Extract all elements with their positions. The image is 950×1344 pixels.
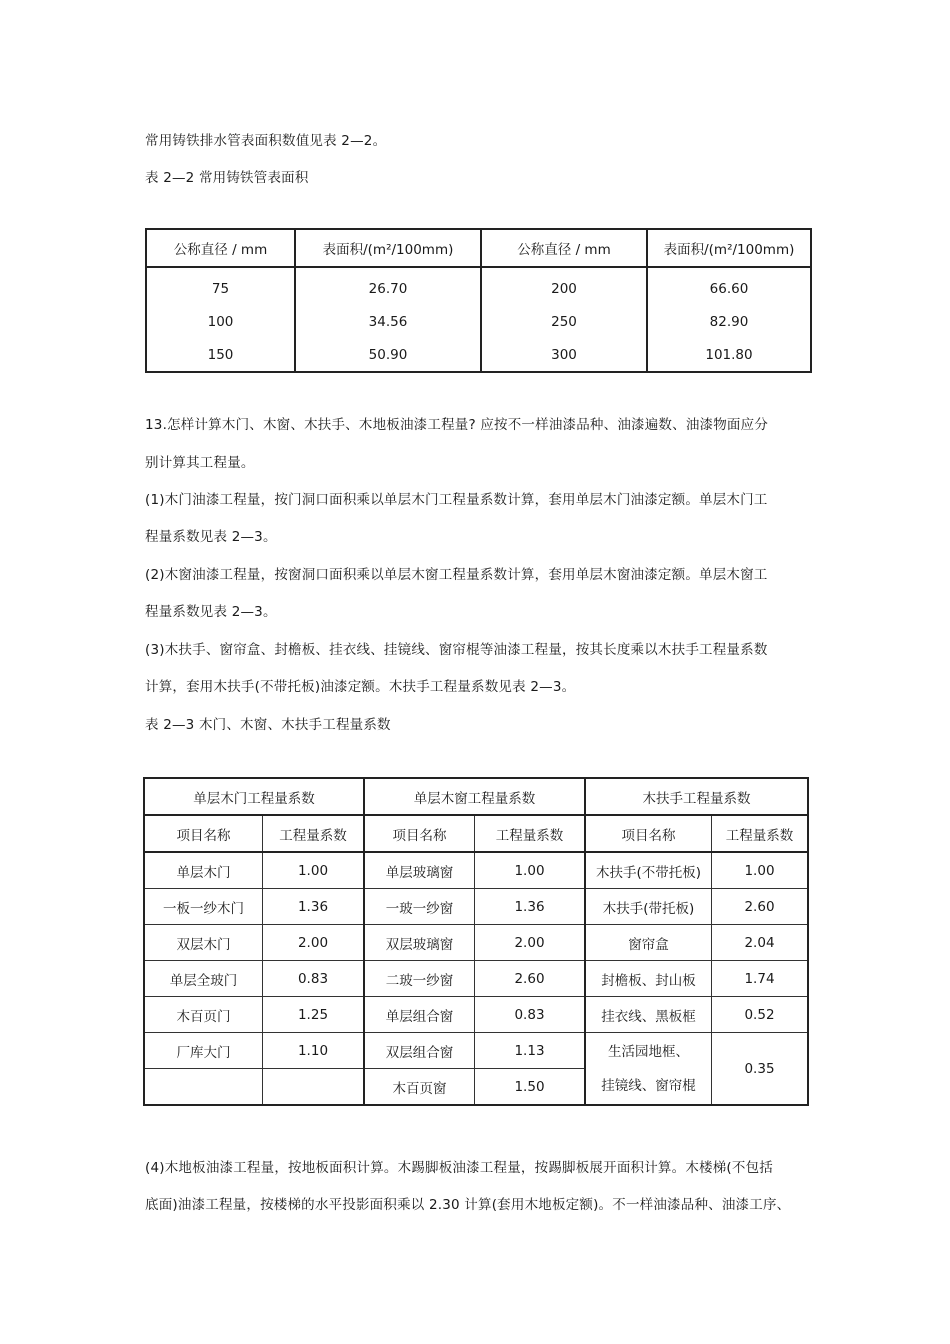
table-cell: 木扶手(不带托板) (585, 852, 712, 889)
table-cell (144, 1069, 263, 1106)
subheader-cell: 工程量系数 (263, 815, 365, 852)
table-cell: 1.00 (712, 852, 809, 889)
table-cell: 0.83 (263, 961, 365, 997)
merged-value-cell: 0.35 (712, 1033, 809, 1106)
table-cell: 单层玻璃窗 (364, 852, 475, 889)
table-row (146, 267, 811, 305)
table-row (146, 338, 811, 372)
table-cell: 0.83 (475, 997, 586, 1033)
table-cell: 双层组合窗 (364, 1033, 475, 1069)
table-2-2 (145, 228, 812, 373)
merged-item-line2: 挂镜线、窗帘棍 (601, 1077, 696, 1094)
group-header-cell: 木扶手工程量系数 (585, 778, 808, 815)
group-header-cell: 单层木窗工程量系数 (364, 778, 585, 815)
table-cell: 50.90 (295, 338, 481, 372)
subheader-cell: 工程量系数 (475, 815, 586, 852)
merged-item-cell (585, 1033, 712, 1106)
p2-line2: 程量系数见表 2—3。 (145, 604, 277, 620)
p1-line2: 程量系数见表 2—3。 (145, 529, 277, 545)
table-cell: 100 (207, 313, 234, 330)
table-cell: 2.04 (712, 925, 809, 961)
table-cell: 1.10 (263, 1033, 365, 1069)
table-cell: 1.74 (712, 961, 809, 997)
table-cell: 2.60 (475, 961, 586, 997)
table-row (144, 852, 808, 889)
group-header-cell: 单层木门工程量系数 (144, 778, 364, 815)
table-row (144, 1033, 808, 1069)
subheader-cell: 工程量系数 (712, 815, 809, 852)
table-row (144, 961, 808, 997)
table-cell: 木百页窗 (364, 1069, 475, 1106)
merged-item-line1: 生活园地框、 (608, 1043, 689, 1060)
table-cell: 2.00 (263, 925, 365, 961)
table-cell: 0.52 (712, 997, 809, 1033)
table-cell: 1.00 (263, 852, 365, 889)
table-cell: 一玻一纱窗 (364, 889, 475, 925)
table-header-row (146, 229, 811, 267)
p3-line2: 计算，套用木扶手(不带托板)油漆定额。木扶手工程量系数见表 2—3。 (145, 679, 576, 695)
table-cell: 150 (207, 346, 234, 363)
p3-line1: (3)木扶手、窗帘盒、封檐板、挂衣线、挂镜线、窗帘棍等油漆工程量，按其长度乘以木扶手工程量系数 (145, 642, 768, 658)
subheader-cell: 项目名称 (364, 815, 475, 852)
table-cell: 300 (481, 338, 647, 372)
table-cell: 1.00 (475, 852, 586, 889)
p2-line1: (2)木窗油漆工程量，按窗洞口面积乘以单层木窗工程量系数计算，套用单层木窗油漆定额。单层木窗工 (145, 567, 768, 583)
table23-caption: 表 2—3 木门、木窗、木扶手工程量系数 (145, 717, 391, 733)
table-cell: 82.90 (647, 305, 811, 338)
subheader-cell: 项目名称 (144, 815, 263, 852)
table-row (144, 997, 808, 1033)
table-row (144, 889, 808, 925)
header-cell: 公称直径 / mm (146, 229, 295, 267)
table-cell: 挂衣线、黑板框 (585, 997, 712, 1033)
header-cell: 表面积/(m²/100mm) (295, 229, 481, 267)
header-cell: 表面积/(m²/100mm) (647, 229, 811, 267)
table-cell: 66.60 (647, 267, 811, 305)
table22-caption: 表 2—2 常用铸铁管表面积 (145, 170, 309, 186)
subheader-cell: 项目名称 (585, 815, 712, 852)
table-2-3 (143, 777, 809, 1106)
table-cell: 厂库大门 (144, 1033, 263, 1069)
table-cell: 单层木门 (144, 852, 263, 889)
table-cell: 2.00 (475, 925, 586, 961)
table-cell: 封檐板、封山板 (585, 961, 712, 997)
table-subheader-row (144, 815, 808, 852)
table-cell: 1.13 (475, 1033, 586, 1069)
table-cell: 1.36 (263, 889, 365, 925)
table-cell: 101.80 (647, 338, 811, 372)
table-cell: 2.60 (712, 889, 809, 925)
table-group-header-row (144, 778, 808, 815)
q13-paragraph-line2: 别计算其工程量。 (145, 455, 255, 471)
table-cell: 木百页门 (144, 997, 263, 1033)
table-cell: 窗帘盒 (585, 925, 712, 961)
table-cell: 一板一纱木门 (144, 889, 263, 925)
table-row (144, 925, 808, 961)
p4-line1: (4)木地板油漆工程量，按地板面积计算。木踢脚板油漆工程量，按踢脚板展开面积计算。木楼梯(不包括 (145, 1160, 773, 1176)
p1-line1: (1)木门油漆工程量，按门洞口面积乘以单层木门工程量系数计算，套用单层木门油漆定额。单层木门工 (145, 492, 768, 508)
table-cell: 26.70 (295, 267, 481, 305)
table-cell: 1.36 (475, 889, 586, 925)
table-cell: 双层木门 (144, 925, 263, 961)
table-cell: 1.50 (475, 1069, 586, 1106)
table-cell: 单层全玻门 (144, 961, 263, 997)
p4-line2: 底面)油漆工程量，按楼梯的水平投影面积乘以 2.30 计算(套用木地板定额)。不一样油漆品种、油漆工序、 (145, 1197, 791, 1213)
q13-paragraph-line1: 13.怎样计算木门、木窗、木扶手、木地板油漆工程量? 应按不一样油漆品种、油漆遍数、油漆物面应分 (145, 417, 769, 433)
table-cell (263, 1069, 365, 1106)
table-cell: 二玻一纱窗 (364, 961, 475, 997)
table-cell: 木扶手(带托板) (585, 889, 712, 925)
table-cell: 双层玻璃窗 (364, 925, 475, 961)
table-cell: 250 (481, 305, 647, 338)
intro-paragraph: 常用铸铁排水管表面积数值见表 2—2。 (145, 133, 387, 149)
table-cell: 1.25 (263, 997, 365, 1033)
table-row (146, 305, 811, 338)
header-cell: 公称直径 / mm (481, 229, 647, 267)
table-cell: 单层组合窗 (364, 997, 475, 1033)
table-cell: 34.56 (295, 305, 481, 338)
table-cell: 200 (481, 267, 647, 305)
table-cell: 75 (211, 280, 230, 297)
